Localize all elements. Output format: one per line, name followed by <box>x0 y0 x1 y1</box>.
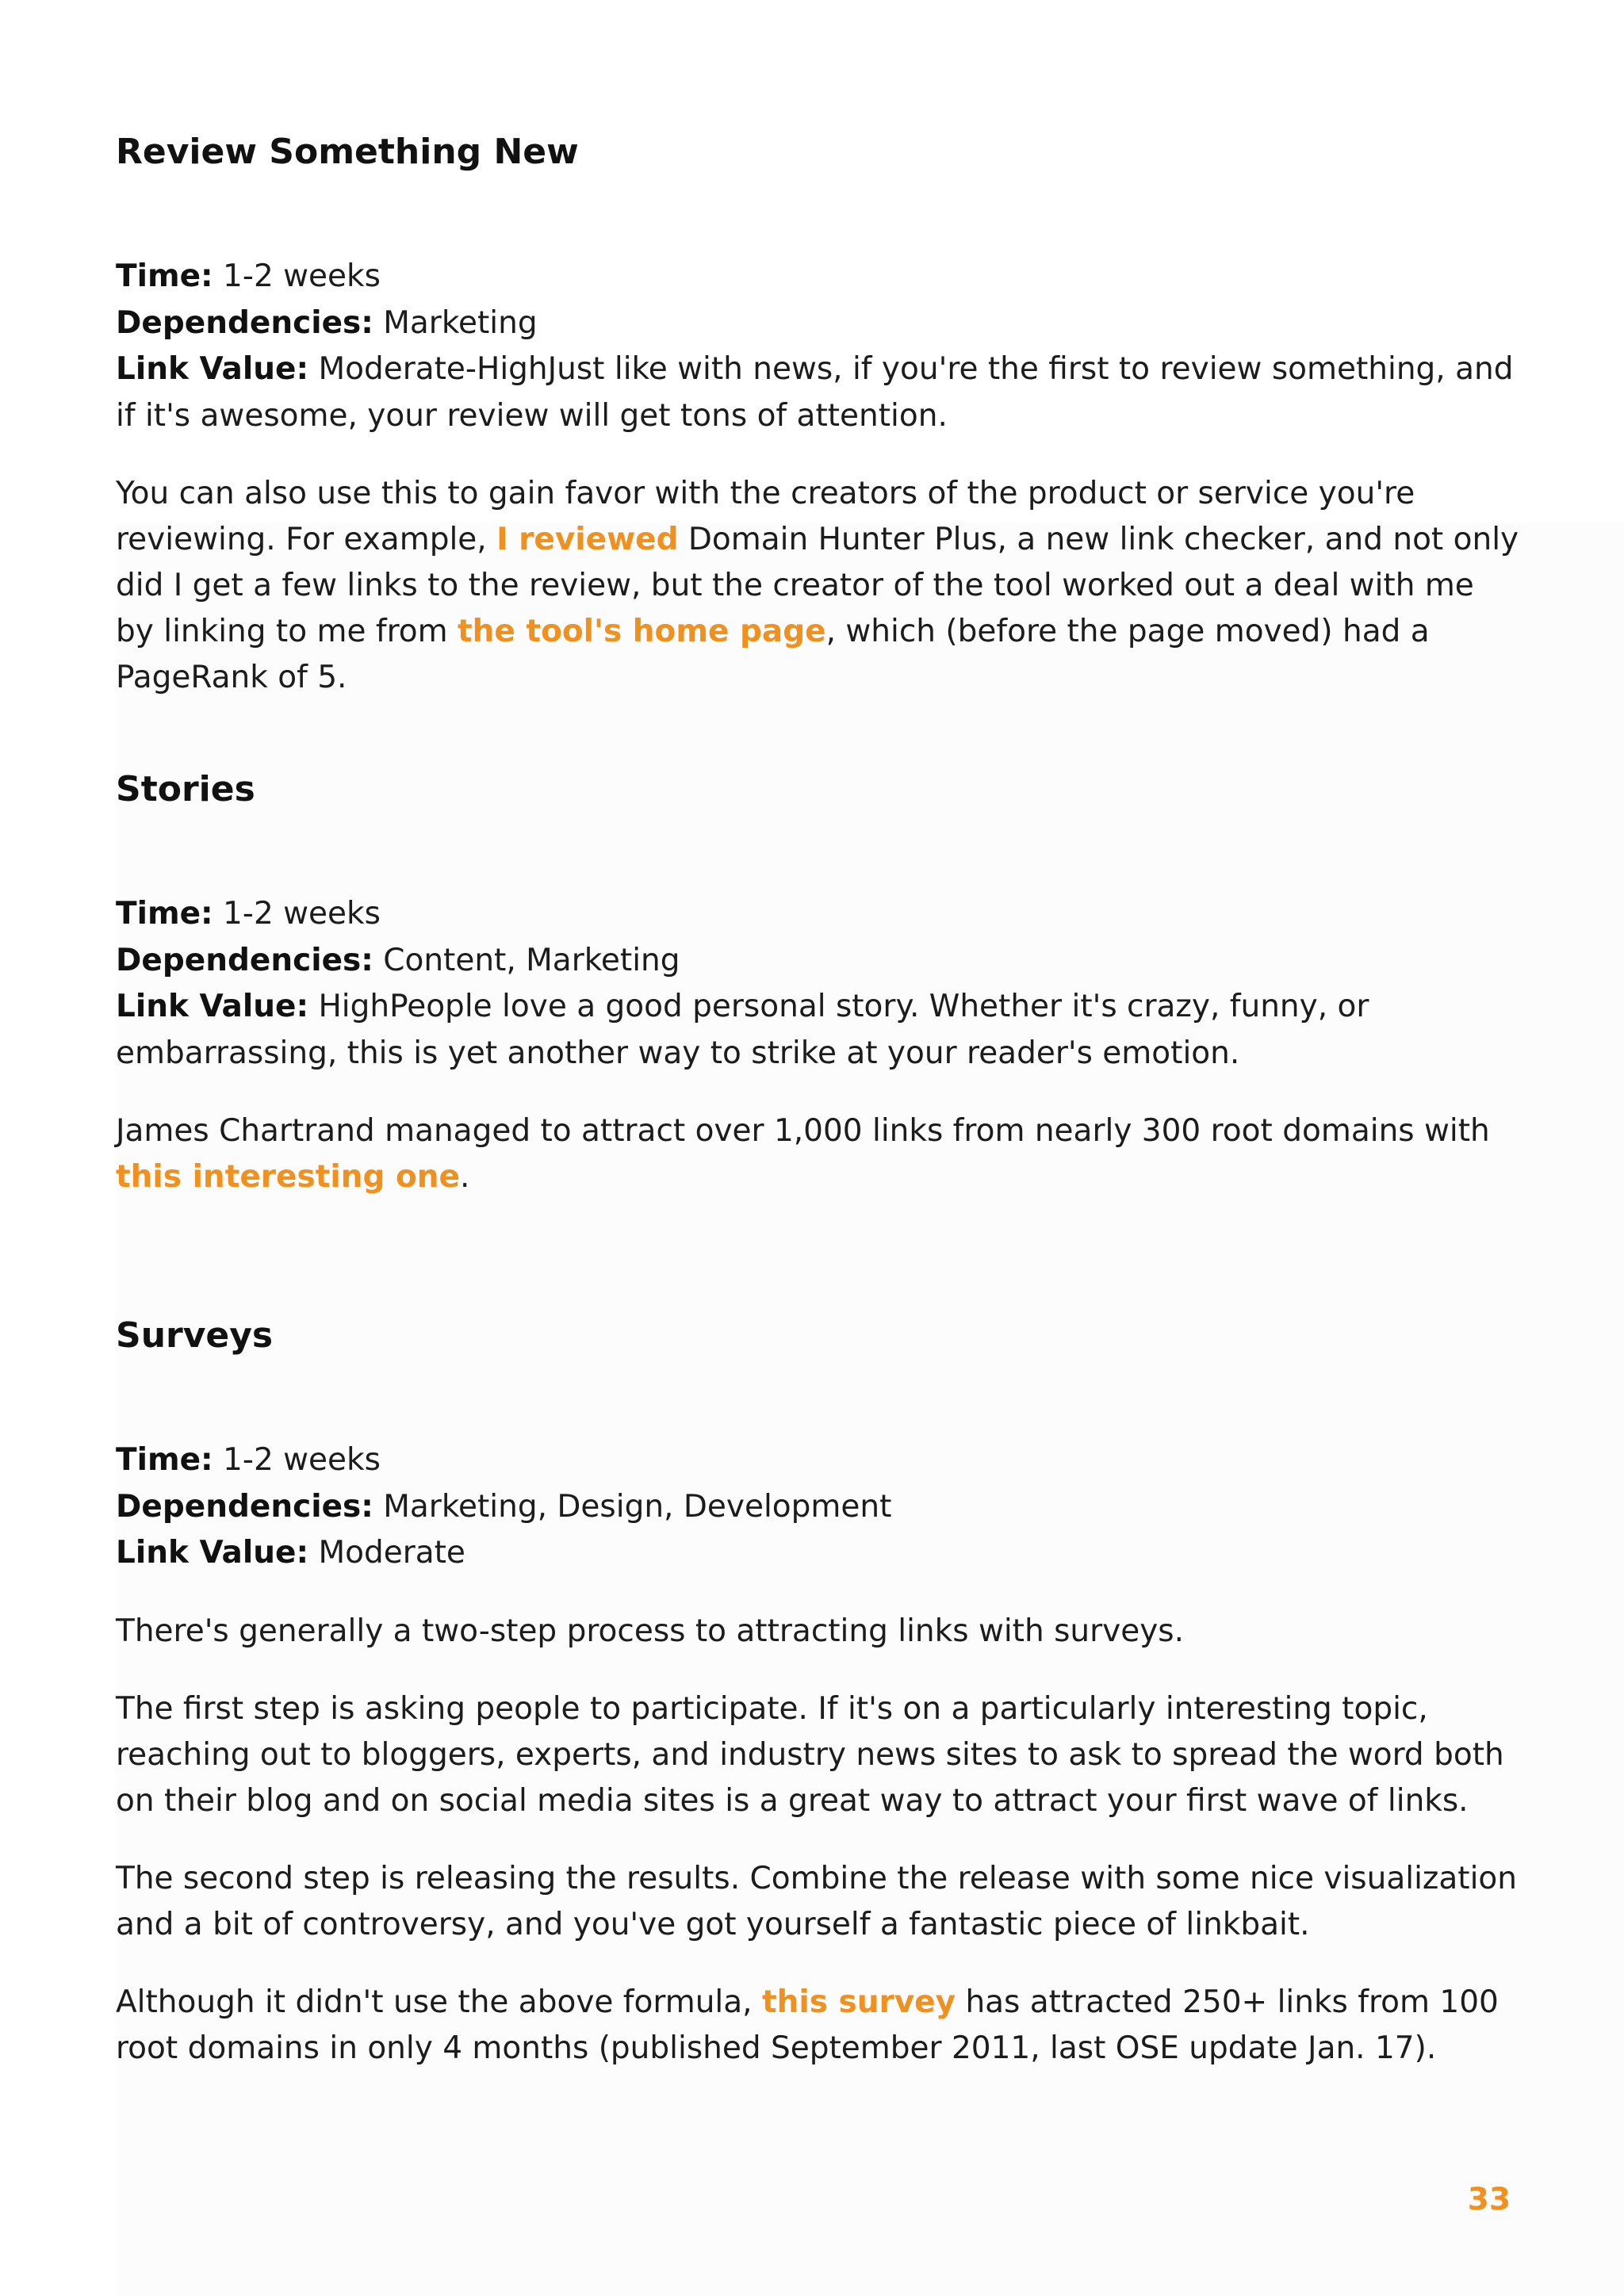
time-value: 1-2 weeks <box>213 896 381 932</box>
dependencies-label: Dependencies: <box>116 1488 373 1525</box>
link-i-reviewed[interactable]: I reviewed <box>496 522 679 557</box>
dependencies-line <box>116 938 1519 985</box>
dependencies-label: Dependencies: <box>116 304 373 341</box>
paragraph <box>116 471 1519 701</box>
section-review-something-new <box>116 128 1519 701</box>
link-value-text: Moderate <box>308 1535 465 1571</box>
meta-block <box>116 891 1519 1077</box>
link-this-interesting-one[interactable]: this interesting one <box>116 1159 460 1195</box>
paragraph <box>116 1108 1519 1200</box>
page-number: 33 <box>1467 2182 1511 2218</box>
section-heading: Surveys <box>116 1315 274 1356</box>
link-value-label: Link Value: <box>116 989 309 1024</box>
dependencies-label: Dependencies: <box>116 942 373 978</box>
time-label: Time: <box>116 1442 213 1478</box>
link-value-line <box>116 984 1519 1077</box>
link-tools-home-page[interactable]: the tool's home page <box>458 614 826 649</box>
paragraph: The first step is asking people to participate. If it's on a particularly interesting topic, reaching out to bloggers, experts, and industry news sites to ask to spread the word both on their blog and on social media sites is a great way to attract your first wave of links. <box>116 1690 1504 1819</box>
paragraph: There's generally a two-step process to attracting links with surveys. <box>116 1613 1185 1649</box>
dependencies-line <box>116 1484 1519 1531</box>
dependencies-value: Content, Marketing <box>373 942 680 978</box>
paragraph-text: Domain Hunter Plus, a new link checker, and not only did I get a few links to the review, but the creator of the tool worked out a deal with me by linking to me from <box>116 522 1519 649</box>
paragraph: The second step is releasing the results. Combine the release with some nice visualization and a bit of controversy, and you've got yourself a fantastic piece of linkbait. <box>116 1860 1517 1942</box>
dependencies-value: Marketing, Design, Development <box>373 1488 892 1525</box>
time-value: 1-2 weeks <box>213 258 381 294</box>
paragraph-text: has attracted 250+ links from 100 root domains in only 4 months (published September 2011, last OSE update Jan. 17). <box>116 1984 1499 2066</box>
time-line <box>116 254 1519 300</box>
section-stories <box>116 766 1519 1200</box>
meta-block <box>116 1437 1519 1577</box>
paragraph-text: . <box>459 1159 470 1195</box>
paragraph-text: You can also use this to gain favor with the creators of the product or service you're reviewing. For example, <box>116 476 1415 557</box>
section-surveys <box>116 1312 1519 2072</box>
time-label: Time: <box>116 258 213 294</box>
time-line <box>116 891 1519 938</box>
dependencies-value: Marketing <box>373 304 538 341</box>
link-value-text: Moderate-HighJust like with news, if you're the first to review something, and if it's awesome, your review will get tons of attention. <box>116 351 1514 434</box>
section-heading: Stories <box>116 769 255 809</box>
section-heading: Review Something New <box>116 132 579 172</box>
link-value-line <box>116 1530 1519 1577</box>
paragraph-text: James Chartrand managed to attract over 1,000 links from nearly 300 root domains with <box>116 1113 1490 1149</box>
dependencies-line <box>116 300 1519 347</box>
time-value: 1-2 weeks <box>213 1442 381 1478</box>
paragraph-text: Although it didn't use the above formula, <box>116 1984 762 2020</box>
link-value-text: HighPeople love a good personal story. Whether it's crazy, funny, or embarrassing, this is yet another way to strike at your reader's emotion. <box>116 989 1369 1071</box>
paragraph <box>116 1980 1519 2072</box>
link-value-line <box>116 346 1519 439</box>
paragraph-text: , which (before the page moved) had a PageRank of 5. <box>116 614 1430 695</box>
meta-block <box>116 254 1519 439</box>
link-value-label: Link Value: <box>116 351 309 387</box>
link-value-label: Link Value: <box>116 1535 309 1571</box>
time-label: Time: <box>116 896 213 932</box>
time-line <box>116 1437 1519 1484</box>
link-this-survey[interactable]: this survey <box>761 1984 956 2020</box>
